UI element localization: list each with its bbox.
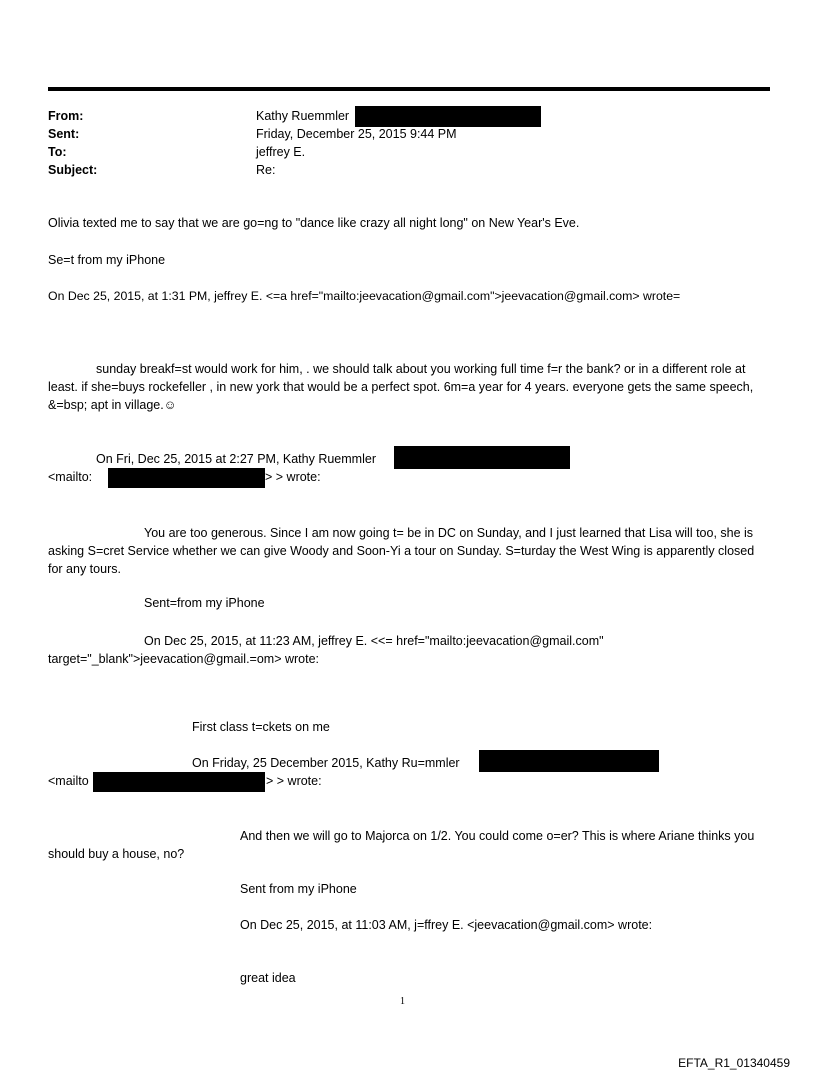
sent-label: Sent: xyxy=(48,127,80,141)
mailto-suffix: > > wrote: xyxy=(265,470,321,484)
from-value: Kathy Ruemmler xyxy=(256,109,350,123)
signature-line: Sent from my iPhone xyxy=(240,882,357,896)
from-label: From: xyxy=(48,109,84,123)
quote-header: On Friday, 25 December 2015, Kathy Ru=mmler xyxy=(192,756,460,770)
header-rule xyxy=(48,87,770,91)
signature-line: Sent=from my iPhone xyxy=(144,596,265,610)
sent-value: Friday, December 25, 2015 9:44 PM xyxy=(256,127,457,141)
page-number: 1 xyxy=(400,996,405,1007)
quote-header: On Dec 25, 2015, at 11:03 AM, j=ffrey E. <jeevacation@gmail.com> wrote: xyxy=(240,918,653,932)
redaction-box xyxy=(355,106,541,127)
quote-header: On Fri, Dec 25, 2015 at 2:27 PM, Kathy Ruemmler xyxy=(96,452,376,466)
to-label: To: xyxy=(48,145,67,159)
signature-line: Se=t from my iPhone xyxy=(48,253,166,267)
mailto-prefix: <mailto xyxy=(48,774,89,788)
subject-label: Subject: xyxy=(48,163,98,177)
subject-value: Re: xyxy=(256,163,276,177)
body-paragraph: And then we will go to Majorca on 1/2. You could come o=er? This is where Ariane thinks you should buy a house, no? xyxy=(48,829,755,861)
mailto-suffix: > > wrote: xyxy=(266,774,322,788)
to-value: jeffrey E. xyxy=(256,145,306,159)
redaction-box xyxy=(394,446,570,469)
body-paragraph: great idea xyxy=(240,971,296,985)
redaction-box xyxy=(108,468,265,488)
quote-header: On Dec 25, 2015, at 11:23 AM, jeffrey E. <<= href="mailto:jeevacation@gmail.com" target="_blank">jeevacation@gmail.=om> wrote: xyxy=(48,634,604,666)
mailto-prefix: <mailto: xyxy=(48,470,93,484)
body-paragraph: First class t=ckets on me xyxy=(192,720,330,734)
body-paragraph: Olivia texted me to say that we are go=ng to "dance like crazy all night long" on New Year's Eve. xyxy=(48,216,580,230)
redaction-box xyxy=(93,772,265,792)
body-paragraph: You are too generous. Since I am now going t= be in DC on Sunday, and I just learned that Lisa will too, she is asking S=cret Service whether we can give Woody and Soon-Yi a tour on Sunday. S=turday the West Wing is apparently closed for any tours. xyxy=(48,526,755,576)
quote-header: On Dec 25, 2015, at 1:31 PM, jeffrey E. <=a href="mailto:jeevacation@gmail.com">jeevacation@gmail.com> wrote= xyxy=(48,289,681,303)
body-paragraph: sunday breakf=st would work for him, . we should talk about you working full time f=r the bank? or in a different role at least. if she=buys rockefeller , in new york that would be a perfect spot. 6m=a year for 4 years. everyone gets the same speech, &=bsp; apt in village.☺ xyxy=(48,362,754,412)
document-id: EFTA_R1_01340459 xyxy=(678,1056,790,1070)
redaction-box xyxy=(479,750,659,772)
